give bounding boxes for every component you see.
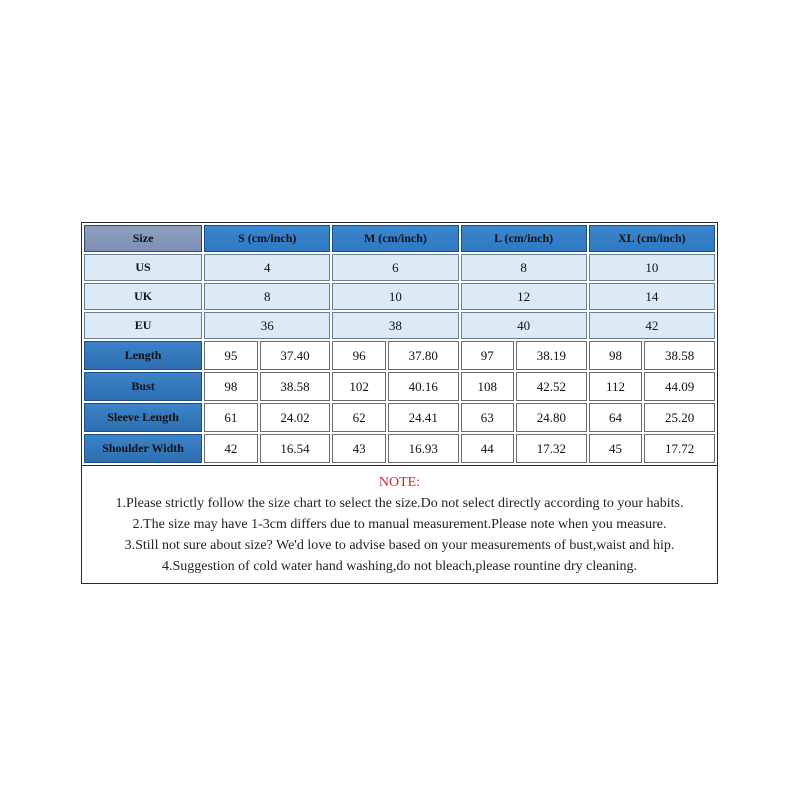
measure-row-shoulder-width (84, 434, 715, 463)
cm-cell: 98 (589, 341, 643, 370)
table-cell: 14 (589, 283, 715, 310)
cm-cell: 45 (589, 434, 643, 463)
cm-cell: 108 (461, 372, 515, 401)
cm-cell: 63 (461, 403, 515, 432)
measure-row-bust (84, 372, 715, 401)
cm-cell: 97 (461, 341, 515, 370)
table-cell: 6 (332, 254, 458, 281)
note-line: 1.Please strictly follow the size chart to select the size.Do not select directly according to your habits. (115, 496, 684, 511)
note-line: 2.The size may have 1-3cm differs due to manual measurement.Please note when you measure. (132, 517, 667, 532)
size-header-m: M (cm/inch) (332, 225, 458, 252)
table-cell: 40 (461, 312, 587, 339)
inch-cell: 17.72 (644, 434, 715, 463)
size-header-l: L (cm/inch) (461, 225, 587, 252)
size-corner-label: Size (84, 225, 202, 252)
cm-cell: 96 (332, 341, 386, 370)
inch-cell: 38.19 (516, 341, 587, 370)
table-cell: 4 (204, 254, 330, 281)
inch-cell: 16.54 (260, 434, 331, 463)
header-row (84, 225, 715, 252)
measure-row-length (84, 341, 715, 370)
cm-cell: 64 (589, 403, 643, 432)
inch-cell: 24.80 (516, 403, 587, 432)
row-label: US (84, 254, 202, 281)
inch-cell: 24.41 (388, 403, 459, 432)
table-cell: 8 (461, 254, 587, 281)
size-header-s: S (cm/inch) (204, 225, 330, 252)
cm-cell: 42 (204, 434, 258, 463)
size-chart (81, 222, 718, 584)
table-cell: 12 (461, 283, 587, 310)
table-cell: 10 (589, 254, 715, 281)
inch-cell: 38.58 (260, 372, 331, 401)
size-table (82, 223, 717, 465)
inch-cell: 24.02 (260, 403, 331, 432)
note-section (82, 465, 717, 583)
inch-cell: 37.80 (388, 341, 459, 370)
inch-cell: 40.16 (388, 372, 459, 401)
region-row-uk (84, 283, 715, 310)
cm-cell: 95 (204, 341, 258, 370)
row-label: Length (84, 341, 202, 370)
row-label: UK (84, 283, 202, 310)
row-label: Shoulder Width (84, 434, 202, 463)
table-cell: 42 (589, 312, 715, 339)
inch-cell: 38.58 (644, 341, 715, 370)
inch-cell: 17.32 (516, 434, 587, 463)
cm-cell: 98 (204, 372, 258, 401)
row-label: Sleeve Length (84, 403, 202, 432)
cm-cell: 44 (461, 434, 515, 463)
inch-cell: 42.52 (516, 372, 587, 401)
note-line: 4.Suggestion of cold water hand washing,do not bleach,please rountine dry cleaning. (161, 559, 638, 574)
inch-cell: 44.09 (644, 372, 715, 401)
region-row-eu (84, 312, 715, 339)
cm-cell: 61 (204, 403, 258, 432)
cm-cell: 43 (332, 434, 386, 463)
table-cell: 38 (332, 312, 458, 339)
inch-cell: 37.40 (260, 341, 331, 370)
cm-cell: 102 (332, 372, 386, 401)
measure-row-sleeve-length (84, 403, 715, 432)
cm-cell: 112 (589, 372, 643, 401)
table-cell: 8 (204, 283, 330, 310)
inch-cell: 16.93 (388, 434, 459, 463)
table-cell: 10 (332, 283, 458, 310)
note-line: 3.Still not sure about size? We'd love to advise based on your measurements of bust,waist and hip. (124, 538, 675, 553)
inch-cell: 25.20 (644, 403, 715, 432)
size-header-xl: XL (cm/inch) (589, 225, 715, 252)
table-cell: 36 (204, 312, 330, 339)
row-label: EU (84, 312, 202, 339)
region-row-us (84, 254, 715, 281)
note-title: NOTE: (378, 475, 421, 490)
cm-cell: 62 (332, 403, 386, 432)
row-label: Bust (84, 372, 202, 401)
